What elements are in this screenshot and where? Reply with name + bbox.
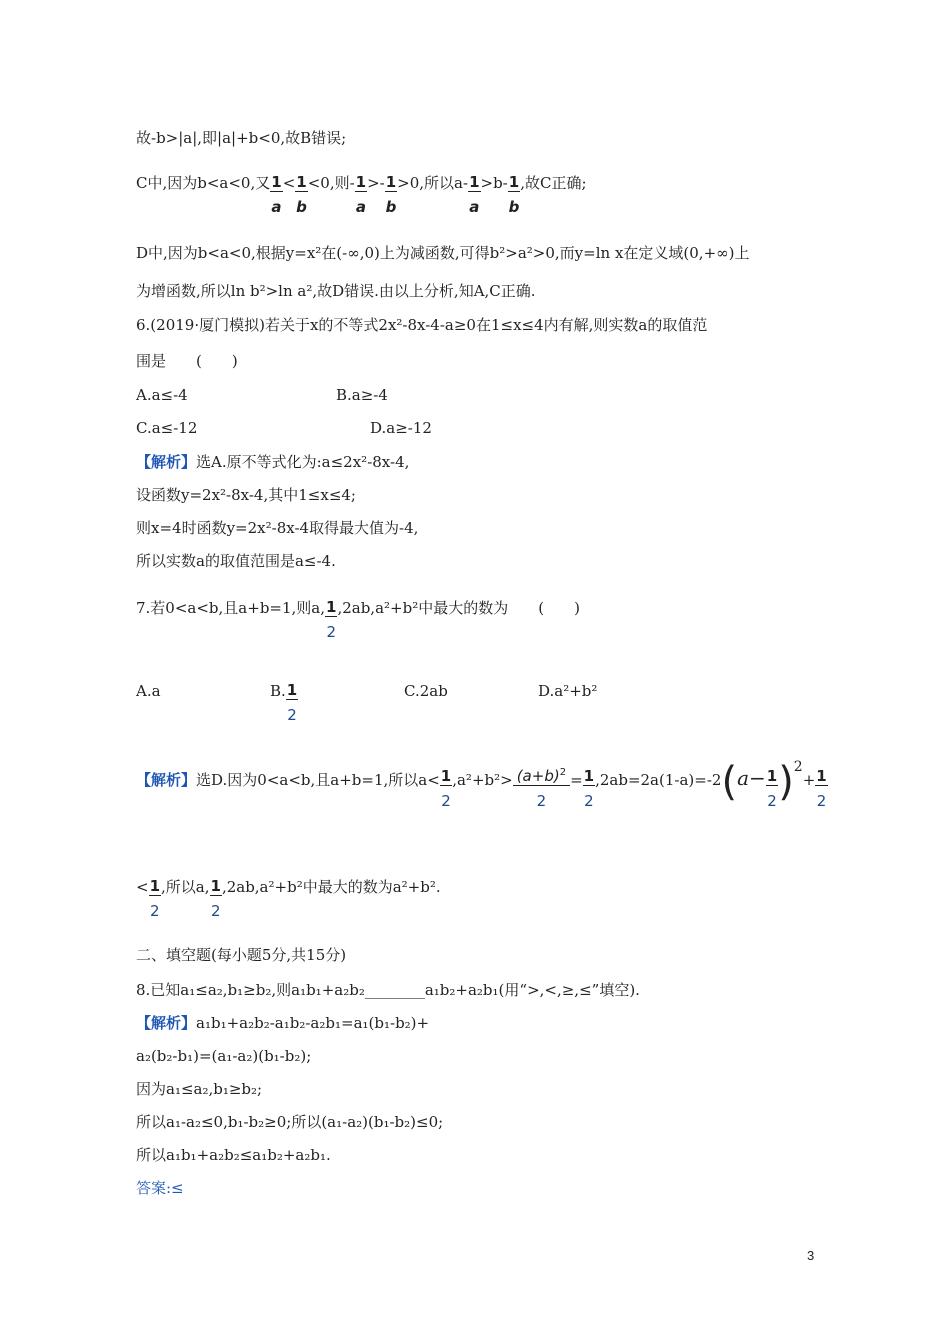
text: >- [367, 174, 385, 192]
option-a: A.a [136, 682, 161, 700]
solution-tag: 【解析】 [136, 771, 197, 789]
question-8-stem: 8.已知a₁≤a₂,b₁≥b₂,则a₁b₁+a₂b₂________a₁b₂+a₂b₁(用“>,<,≥,≤”填空). [136, 981, 640, 999]
solution-7-line: 【解析】选D.因为0<a<b,且a+b=1,所以a< $\frac{1}{2}$ ,a²+b²> $\frac{(a+b)^2}{2}$ = $\frac{1}{2}$ ,2ab=2a(1-a)=-2(a− $\frac{1}{2}$ )$^2$+ $\frac{1}{2}$ [136, 759, 827, 810]
option-c: C.2ab [404, 682, 448, 700]
solution-6-line: 则x=4时函数y=2x²-8x-4取得最大值为-4, [136, 519, 419, 537]
question-7-stem: 7.若0<a<b,且a+b=1,则a, $\frac{1}{2}$ ,2ab,a²+b²中最大的数为 ( ) [136, 598, 580, 641]
fraction: $\frac{1}{a}$ [469, 173, 480, 216]
solution-8-line: a₂(b₂-b₁)=(a₁-a₂)(b₁-b₂); [136, 1047, 312, 1065]
fraction-sum-squared-over-two: $\frac{(a+b)^2}{2}$ [513, 767, 570, 812]
text: < [282, 174, 296, 192]
option-b: B.a≥-4 [336, 386, 388, 404]
solution-8-line: 【解析】a₁b₁+a₂b₂-a₁b₂-a₂b₁=a₁(b₁-b₂)+ [136, 1014, 430, 1032]
solution-6-line: 所以实数a的取值范围是a≤-4. [136, 552, 336, 570]
solution-7-line: < $\frac{1}{2}$ ,所以a, $\frac{1}{2}$ ,2ab,a²+b²中最大的数为a²+b². [136, 877, 441, 920]
text: ,故C正确; [520, 174, 587, 192]
solution-6-line: 设函数y=2x²-8x-4,其中1≤x≤4; [136, 486, 356, 504]
question-6-stem-2: 围是 ( ) [136, 352, 238, 370]
text: >0,所以a- [397, 174, 469, 192]
solution-8-line: 所以a₁b₁+a₂b₂≤a₁b₂+a₂b₁. [136, 1146, 331, 1164]
solution-8-line: 所以a₁-a₂≤0,b₁-b₂≥0;所以(a₁-a₂)(b₁-b₂)≤0; [136, 1113, 444, 1131]
text: >b- [480, 174, 508, 192]
solution-tag: 【解析】 [136, 1014, 197, 1032]
text-line: D中,因为b<a<0,根据y=x²在(-∞,0)上为减函数,可得b²>a²>0,而y=ln x在定义域(0,+∞)上 [136, 244, 750, 262]
text-line: 为增函数,所以ln b²>ln a²,故D错误.由以上分析,知A,C正确. [136, 282, 536, 300]
fraction-one-half: $\frac{1}{2}$ [583, 767, 595, 810]
text-line-c [136, 173, 587, 218]
fraction-one-half: $\frac{1}{2}$ [326, 598, 337, 641]
option-d: D.a≥-12 [370, 419, 432, 437]
question-6-stem: 6.(2019·厦门模拟)若关于x的不等式2x²-8x-4-a≥0在1≤x≤4内有解,则实数a的取值范 [136, 316, 708, 334]
fraction-one-half: $\frac{1}{2}$ [286, 681, 298, 724]
text: <0,则- [307, 174, 355, 192]
fraction: $\frac{1}{b}$ [296, 173, 307, 216]
option-d: D.a²+b² [538, 682, 598, 700]
fraction-one-half: $\frac{1}{2}$ [816, 767, 827, 810]
page-number: 3 [807, 1248, 815, 1263]
fraction: $\frac{1}{b}$ [508, 173, 520, 216]
option-b: B. $\frac{1}{2}$ [270, 681, 298, 724]
option-a: A.a≤-4 [136, 386, 188, 404]
fraction: $\frac{1}{a}$ [355, 173, 367, 216]
section-heading: 二、填空题(每小题5分,共15分) [136, 946, 347, 964]
fraction-one-half: $\frac{1}{2}$ [149, 877, 161, 920]
fraction-one-half: $\frac{1}{2}$ [210, 877, 221, 920]
text: C中,因为b<a<0,又 [136, 174, 271, 192]
fraction-one-half: $\frac{1}{2}$ [440, 767, 452, 810]
answer: 答案:≤ [136, 1179, 184, 1197]
option-c: C.a≤-12 [136, 419, 198, 437]
fraction-one-half: $\frac{1}{2}$ [766, 767, 778, 810]
fraction: $\frac{1}{a}$ [271, 173, 282, 216]
solution-6-line: 【解析】选A.原不等式化为:a≤2x²-8x-4, [136, 453, 410, 471]
solution-8-line: 因为a₁≤a₂,b₁≥b₂; [136, 1080, 263, 1098]
solution-tag: 【解析】 [136, 453, 197, 471]
right-paren: ) [778, 759, 794, 805]
left-paren: ( [721, 759, 738, 805]
text-line: 故-b>|a|,即|a|+b<0,故B错误; [136, 129, 347, 147]
fraction: $\frac{1}{b}$ [385, 173, 397, 216]
